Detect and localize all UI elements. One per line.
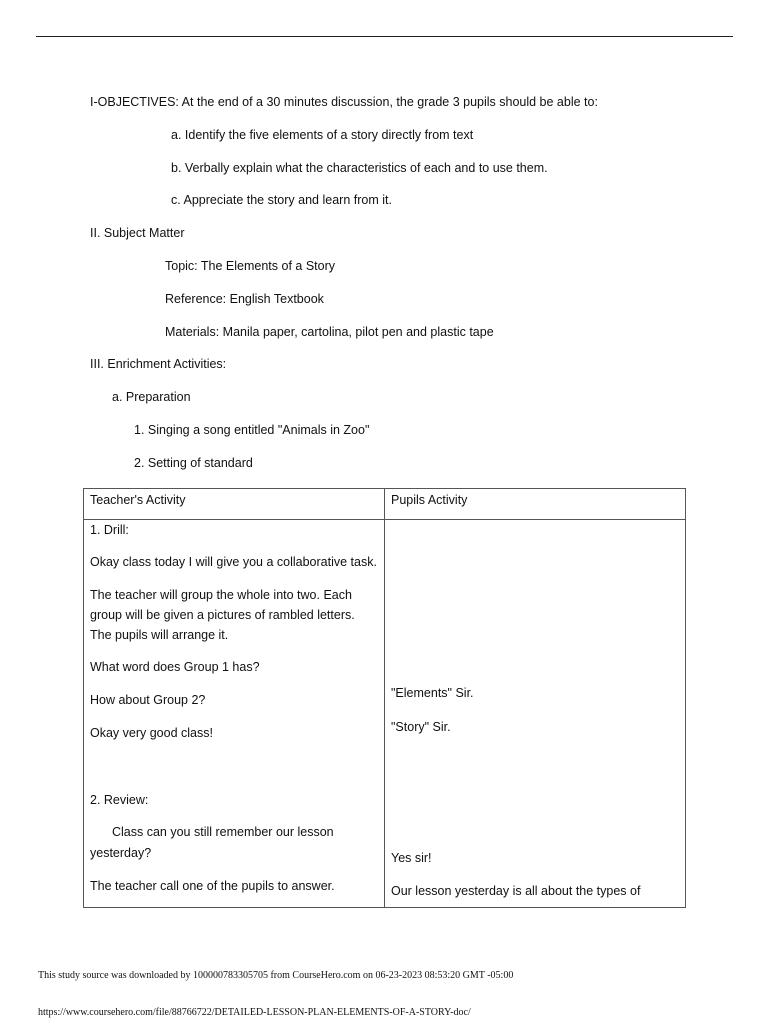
objective-item: c. Appreciate the story and learn from it. — [171, 193, 392, 207]
activity-table — [83, 488, 686, 908]
teacher-line: group will be given a pictures of rambled letters. — [90, 608, 355, 622]
teacher-line: Okay very good class! — [90, 726, 213, 740]
teacher-line: What word does Group 1 has? — [90, 660, 260, 674]
teacher-line: The teacher call one of the pupils to answer. — [90, 879, 335, 893]
subject-reference: Reference: English Textbook — [165, 292, 324, 306]
teacher-activity-cell — [84, 520, 385, 908]
subject-topic: Topic: The Elements of a Story — [165, 259, 335, 273]
teacher-line: yesterday? — [90, 846, 152, 860]
preparation-label: a. Preparation — [112, 390, 191, 404]
review-label: 2. Review: — [90, 793, 149, 807]
objective-item: b. Verbally explain what the characteristics of each and to use them. — [171, 161, 548, 175]
teacher-line: The pupils will arrange it. — [90, 628, 229, 642]
pupil-line: Yes sir! — [391, 851, 432, 865]
pupil-line: "Story" Sir. — [391, 720, 451, 734]
table-header-pupils: Pupils Activity — [385, 489, 686, 520]
footer-url-link[interactable]: https://www.coursehero.com/file/88766722/DETAILED-LESSON-PLAN-ELEMENTS-OF-A-STORY-doc/ — [38, 1007, 471, 1018]
pupil-line: "Elements" Sir. — [391, 686, 474, 700]
pupil-line: Our lesson yesterday is all about the types of — [391, 884, 641, 898]
teacher-line: Class can you still remember our lesson — [112, 825, 334, 839]
teacher-line: Okay class today I will give you a collaborative task. — [90, 555, 377, 569]
teacher-line: The teacher will group the whole into two. Each — [90, 588, 352, 602]
table-header-teacher: Teacher's Activity — [84, 489, 385, 520]
preparation-step: 1. Singing a song entitled "Animals in Zoo" — [134, 423, 370, 437]
preparation-step: 2. Setting of standard — [134, 456, 253, 470]
enrichment-heading: III. Enrichment Activities: — [90, 357, 227, 371]
teacher-line: How about Group 2? — [90, 693, 206, 707]
objective-item: a. Identify the five elements of a story directly from text — [171, 128, 474, 142]
subject-materials: Materials: Manila paper, cartolina, pilot pen and plastic tape — [165, 325, 494, 339]
footer-source-note: This study source was downloaded by 100000783305705 from CourseHero.com on 06-23-2023 08:53:20 GMT -05:00 — [38, 970, 514, 981]
top-rule — [36, 36, 733, 37]
drill-label: 1. Drill: — [90, 523, 129, 537]
objectives-heading: I-OBJECTIVES: At the end of a 30 minutes discussion, the grade 3 pupils should be able to: — [90, 95, 598, 109]
pupils-activity-cell — [385, 520, 686, 908]
subject-matter-heading: II. Subject Matter — [90, 226, 185, 240]
